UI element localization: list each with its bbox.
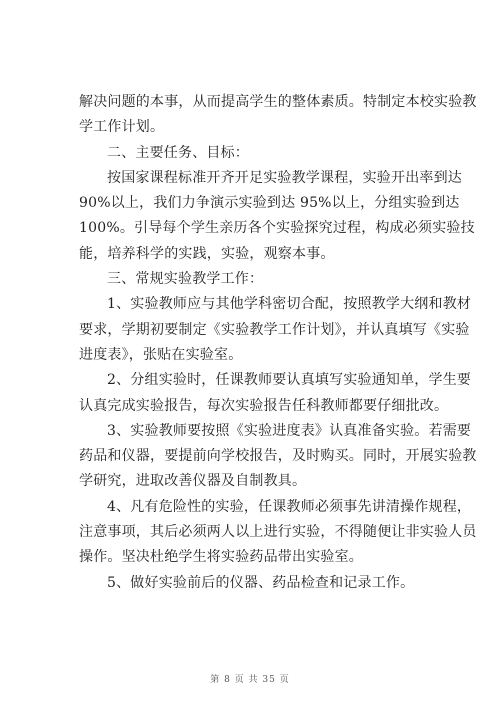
text-line: 5、做好实验前后的仪器、药品检查和记录工作。 bbox=[107, 574, 415, 591]
page-number-footer: 第 8 页 共 35 页 bbox=[210, 675, 290, 685]
text-line: 能，培养科学的实践，实验，观察本事。 bbox=[79, 245, 335, 262]
text-line: 解决问题的本事，从而提高学生的整体素质。特制定本校实验教 bbox=[79, 94, 477, 110]
text-line: 按国家课程标准开齐开足实验教学课程，实验开出率到达 bbox=[107, 169, 462, 186]
text-line: 要求，学期初要制定《实验教学工作计划》，并认真填写《实验 bbox=[79, 321, 470, 338]
text-line: 4、凡有危险性的实验，任课教师必须事先讲清操作规程， bbox=[107, 498, 472, 515]
text-line: 2、分组实验时，任课教师要认真填写实验通知单，学生要 bbox=[107, 372, 472, 389]
text-line: 操作。坚决杜绝学生将实验药品带出实验室。 bbox=[79, 549, 363, 566]
document-body bbox=[79, 90, 477, 596]
text-line: 1、实验教师应与其他学科密切合配，按照教学大纲和教材 bbox=[107, 296, 472, 313]
text-line: 注意事项，其后必须两人以上进行实验，不得随便让非实验人员 bbox=[79, 524, 477, 541]
text-line: 三、常规实验教学工作： bbox=[107, 271, 264, 288]
text-line: 认真完成实验报告，每次实验报告任科教师都要仔细批改。 bbox=[79, 397, 449, 414]
text-line: 进度表》，张贴在实验室。 bbox=[79, 346, 243, 363]
text-line: 学工作计划。 bbox=[79, 119, 165, 136]
text-line: 90%以上，我们力争演示实验到达 95%以上，分组实验到达 bbox=[79, 195, 460, 212]
text-line: 药品和仪器，要提前向学校报告，及时购买。同时，开展实验教 bbox=[79, 448, 477, 465]
text-line: 二、主要任务、目标： bbox=[107, 144, 249, 161]
text-line: 学研究，进取改善仪器及自制教具。 bbox=[79, 473, 307, 490]
text-line: 100%。引导每个学生亲历各个实验探究过程，构成必须实验技 bbox=[79, 220, 475, 237]
text-line: 3、实验教师要按照《实验进度表》认真准备实验。若需要 bbox=[107, 422, 472, 439]
